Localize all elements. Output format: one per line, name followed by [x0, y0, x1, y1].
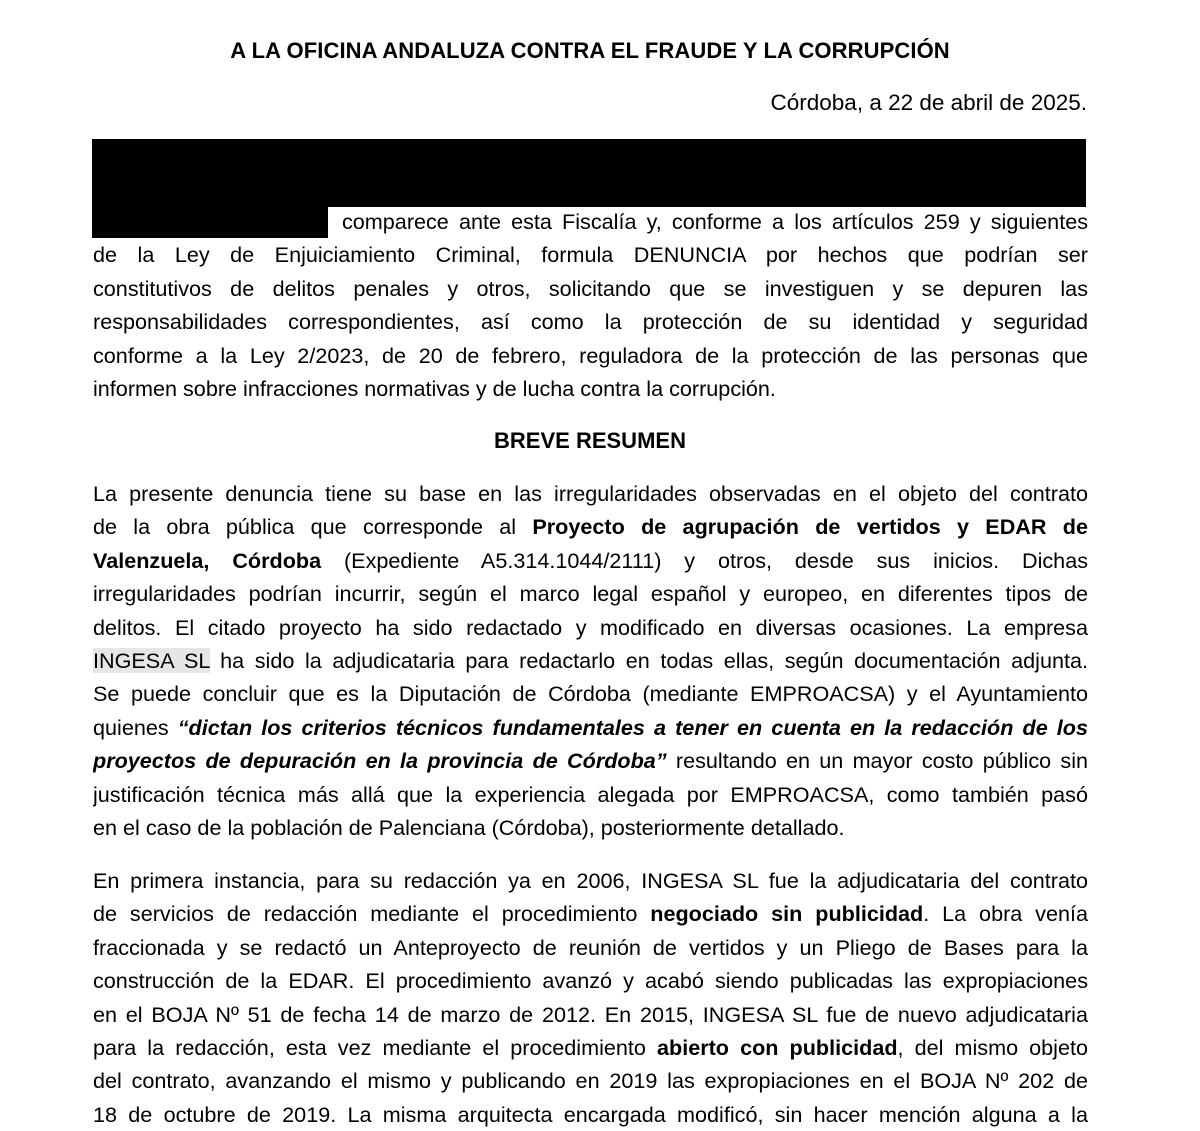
- text-line: informen sobre infracciones normativas y de lucha contra la corrupción.: [93, 375, 776, 401]
- document-date: Córdoba, a 22 de abril de 2025.: [770, 90, 1087, 115]
- text-line: [93, 644, 1088, 677]
- redaction-block: [92, 139, 1086, 207]
- text-span: (Expediente A5.314.1044/2111) y otros, desde sus inicios. Dichas: [321, 547, 1088, 573]
- text-line: [93, 711, 1088, 744]
- highlighted-company-name: INGESA SL: [93, 647, 210, 673]
- summary-paragraph-1: [93, 477, 1088, 844]
- procedure-type-bold: negociado sin publicidad: [650, 901, 924, 927]
- text-span: ha sido la adjudicataria para redactarlo en todas ellas, según documentación adjunta.: [209, 647, 1088, 673]
- summary-paragraph-2: [93, 864, 1088, 1131]
- text-line: en el caso de la población de Palenciana (Córdoba), posteriormente detallado.: [93, 814, 845, 840]
- text-line: comparece ante esta Fiscalía y, conforme a los artículos 259 y siguientes: [342, 209, 1088, 234]
- text-span: quienes: [93, 714, 178, 740]
- text-line: en el BOJA Nº 51 de fecha 14 de marzo de 2012. En 2015, INGESA SL fue de nuevo adjudicataria: [93, 1001, 1088, 1027]
- text-span: de la obra pública que corresponde al: [93, 514, 533, 540]
- text-line: constitutivos de delitos penales y otros, solicitando que se investiguen y se depuren las: [93, 275, 1088, 301]
- text-line: [93, 744, 1088, 777]
- text-line: [93, 897, 1088, 930]
- text-span: resultando en un mayor costo público sin: [666, 748, 1088, 774]
- text-span: , del mismo objeto: [897, 1034, 1088, 1060]
- text-line: del contrato, avanzando el mismo y publicando en 2019 las expropiaciones en el BOJA Nº 202 de: [93, 1068, 1088, 1094]
- project-name-bold: Proyecto de agrupación de vertidos y EDAR de: [532, 514, 1088, 540]
- text-line: [93, 510, 1088, 543]
- text-line: de la Ley de Enjuiciamiento Criminal, formula DENUNCIA por hechos que podrían ser: [93, 242, 1088, 268]
- text-line: justificación técnica más allá que la experiencia alegada por EMPROACSA, como también pasó: [93, 781, 1088, 807]
- text-line: En primera instancia, para su redacción ya en 2006, INGESA SL fue la adjudicataria del contrato: [93, 868, 1088, 893]
- text-span: para la redacción, esta vez mediante el procedimiento: [93, 1034, 657, 1060]
- document-title: A LA OFICINA ANDALUZA CONTRA EL FRAUDE Y LA CORRUPCIÓN: [230, 38, 950, 63]
- text-line: fraccionada y se redactó un Anteproyecto de reunión de vertidos y un Pliego de Bases para la: [93, 934, 1088, 960]
- text-line: delitos. El citado proyecto ha sido redactado y modificado en diversas ocasiones. La empresa: [93, 614, 1088, 640]
- text-line: irregularidades podrían incurrir, según el marco legal español y europeo, en diferentes tipos de: [93, 581, 1088, 607]
- text-line: 18 de octubre de 2019. La misma arquitecta encargada modificó, sin hacer mención alguna a la: [93, 1101, 1088, 1127]
- text-line: [93, 544, 1088, 577]
- text-line: conforme a la Ley 2/2023, de 20 de febrero, reguladora de la protección de las personas que: [93, 342, 1088, 368]
- text-span: de servicios de redacción mediante el procedimiento: [93, 901, 651, 927]
- intro-paragraph: [93, 205, 1088, 405]
- quoted-text: “dictan los criterios técnicos fundamentales a tener en cuenta en la redacción de los: [177, 714, 1088, 740]
- text-line: construcción de la EDAR. El procedimiento avanzó y acabó siendo publicadas las expropiaciones: [93, 968, 1088, 994]
- project-name-bold: Valenzuela, Córdoba: [93, 547, 322, 573]
- section-heading: BREVE RESUMEN: [494, 428, 686, 453]
- text-line: responsabilidades correspondientes, así como la protección de su identidad y seguridad: [93, 309, 1088, 335]
- text-span: . La obra venía: [923, 901, 1088, 927]
- text-line: [93, 1031, 1088, 1064]
- text-line: Se puede concluir que es la Diputación de Córdoba (mediante EMPROACSA) y el Ayuntamiento: [93, 681, 1088, 707]
- quoted-text: proyectos de depuración en la provincia de Córdoba”: [93, 748, 667, 774]
- text-line: La presente denuncia tiene su base en las irregularidades observadas en el objeto del contrato: [93, 481, 1088, 506]
- procedure-type-bold: abierto con publicidad: [657, 1034, 898, 1060]
